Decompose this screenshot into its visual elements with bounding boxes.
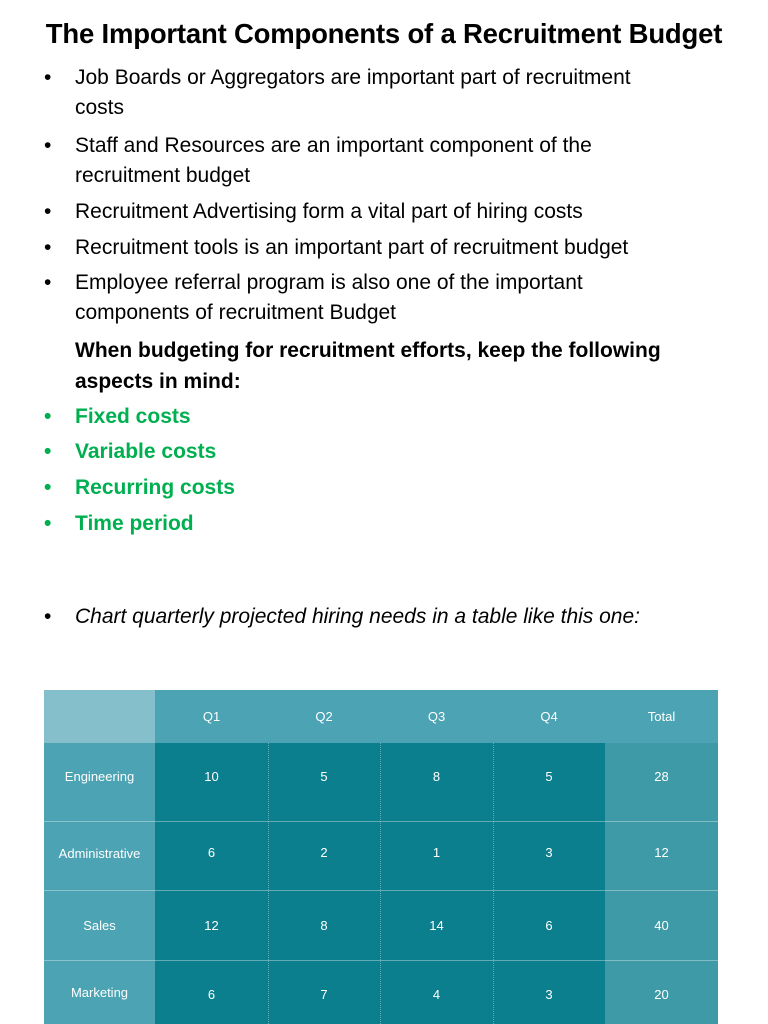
bullet-icon: •	[44, 66, 52, 89]
bullet-icon: •	[44, 134, 52, 157]
hiring-needs-table	[44, 690, 718, 1024]
total-column	[605, 743, 718, 1024]
table-cell: 7	[320, 987, 328, 1002]
bullet-icon: •	[44, 405, 52, 428]
list-item: • Recurring costs	[44, 473, 744, 503]
table-cell: 3	[545, 987, 553, 1002]
row-label: Sales	[83, 918, 116, 933]
list-item: • Job Boards or Aggregators are important part of recruitment costs	[44, 63, 744, 123]
bullet-icon: •	[44, 476, 52, 499]
chart-note: • Chart quarterly projected hiring needs in a table like this one:	[44, 602, 744, 632]
table-cell: 3	[545, 845, 553, 860]
row-label: Administrative	[58, 846, 141, 861]
bullet-icon: •	[44, 200, 52, 223]
table-cell-total: 28	[654, 769, 669, 784]
table-corner	[44, 690, 155, 743]
table-cell: 5	[545, 769, 553, 784]
table-cell: 8	[432, 769, 441, 784]
header-q1: Q1	[202, 709, 221, 724]
bullet-icon: •	[44, 236, 52, 259]
list-item: • Staff and Resources are an important component of the recruitment budget	[44, 131, 744, 191]
table-cell: 10	[204, 769, 219, 784]
list-item: • Variable costs	[44, 437, 744, 467]
header-q3: Q3	[427, 709, 446, 724]
header-q2: Q2	[315, 709, 333, 724]
table-cell: 2	[320, 845, 328, 860]
table-cell: 12	[204, 918, 219, 933]
bullet-list	[44, 63, 744, 123]
bullet-icon: •	[44, 271, 52, 294]
table-cell-total: 40	[654, 918, 669, 933]
bullet-icon: •	[44, 512, 52, 535]
row-label: Marketing	[70, 985, 129, 1000]
table-cell: 1	[432, 845, 441, 860]
list-item: • Employee referral program is also one of the important components of recruitment Budget	[44, 268, 744, 328]
subheading: When budgeting for recruitment efforts, keep the following aspects in mind:	[75, 339, 661, 393]
table-cell: 6	[207, 987, 216, 1002]
page-title: The Important Components of a Recruitment Budget	[45, 18, 723, 49]
table-cell: 8	[320, 918, 328, 933]
table-cell: 5	[320, 769, 328, 784]
header-q4: Q4	[540, 709, 558, 724]
table-cell: 6	[545, 918, 553, 933]
table-cell: 6	[207, 845, 216, 860]
row-label-column	[44, 743, 155, 1024]
list-item: • Fixed costs	[44, 402, 744, 432]
table-cell: 14	[429, 918, 444, 933]
table-cell: 4	[432, 987, 441, 1002]
table-cell-total: 20	[654, 987, 669, 1002]
header-total: Total	[647, 709, 676, 724]
list-item: • Recruitment tools is an important part of recruitment budget	[44, 233, 744, 263]
table-cell-total: 12	[654, 845, 669, 860]
bullet-icon: •	[44, 440, 52, 463]
list-item: • Time period	[44, 509, 744, 539]
row-label: Engineering	[64, 769, 135, 784]
list-item: • Recruitment Advertising form a vital part of hiring costs	[44, 197, 744, 227]
bullet-icon: •	[44, 605, 52, 628]
